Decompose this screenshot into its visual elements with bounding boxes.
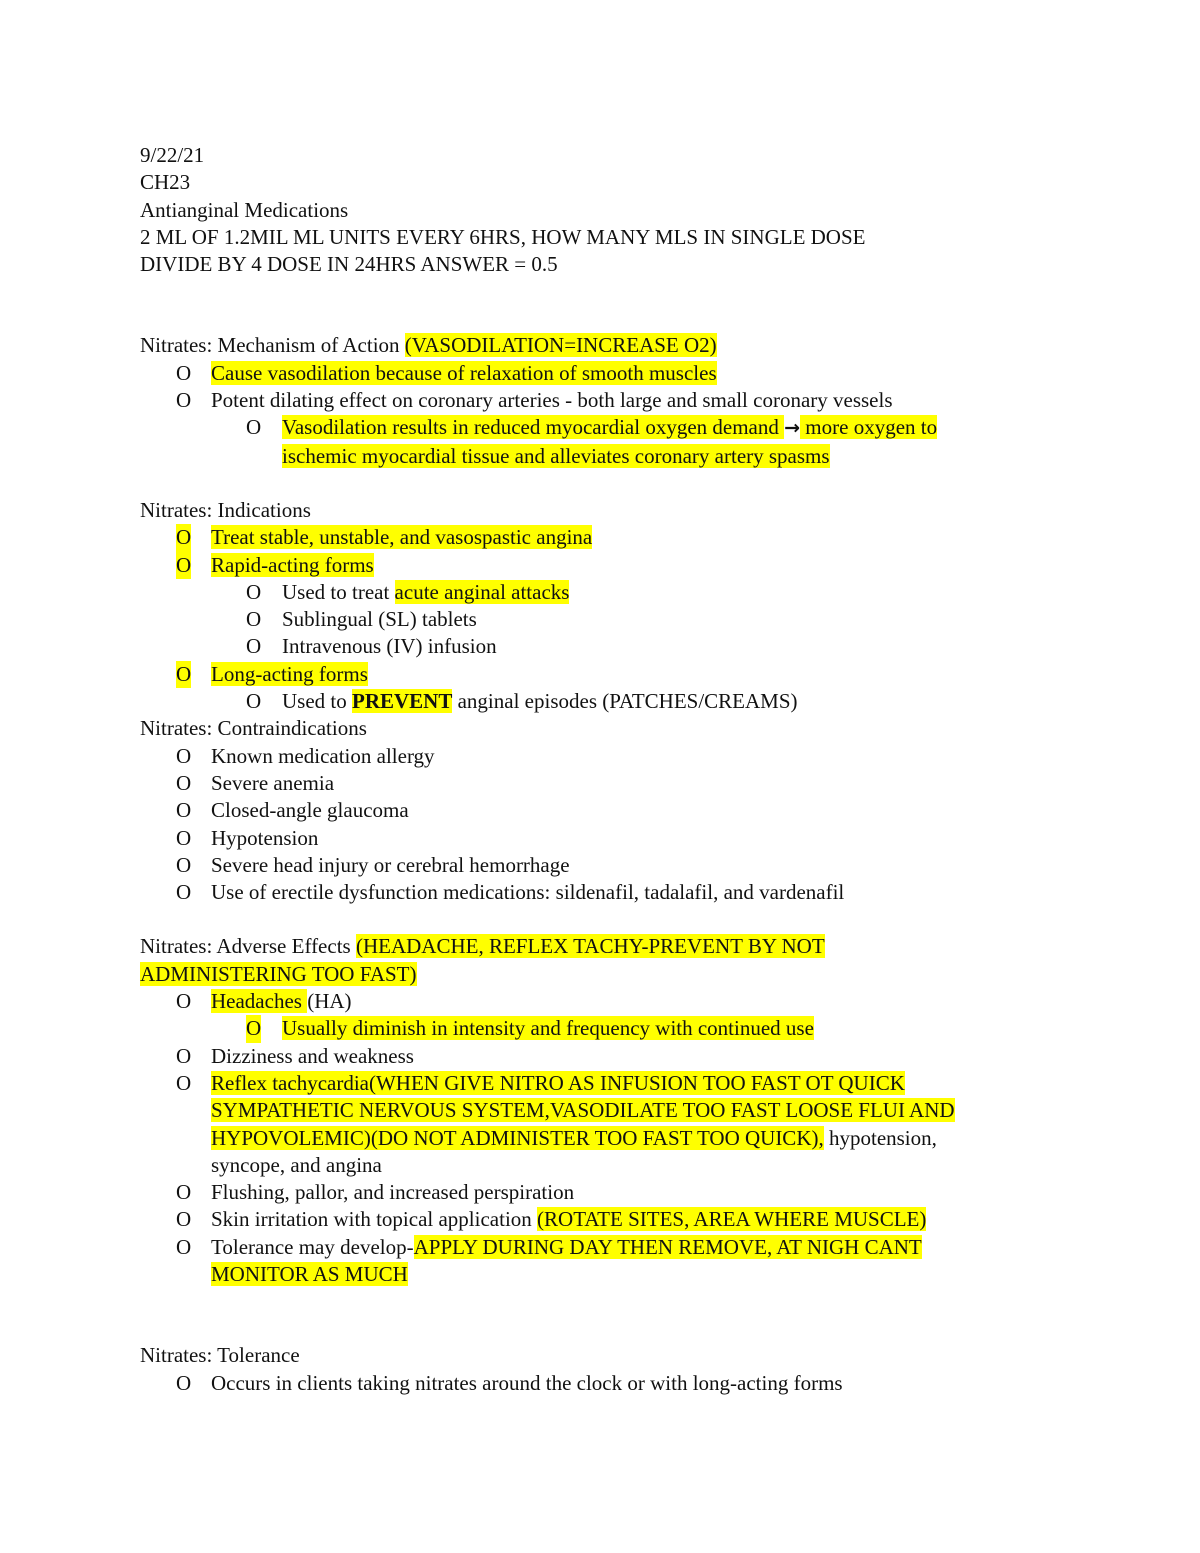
indications-heading: Nitrates: Indications xyxy=(140,497,311,522)
bullet-icon: O xyxy=(176,798,192,823)
bullet-icon: O xyxy=(176,989,192,1014)
list-item: O Potent dilating effect on coronary arteries - both large and small coronary vessels xyxy=(140,387,1060,414)
list-item: O Flushing, pallor, and increased perspiration xyxy=(140,1179,1060,1206)
list-item: O Dizziness and weakness xyxy=(140,1043,1060,1070)
bullet-icon: O xyxy=(176,1234,192,1259)
bullet-icon: O xyxy=(176,552,191,579)
list-item: O Use of erectile dysfunction medications: sildenafil, tadalafil, and vardenafil xyxy=(140,879,1060,906)
list-item: O Hypotension xyxy=(140,825,1060,852)
bullet-icon: O xyxy=(176,743,192,768)
list-item: O Cause vasodilation because of relaxation of smooth muscles xyxy=(140,360,1060,387)
bullet-icon: O xyxy=(176,1070,192,1095)
bullet-icon: O xyxy=(246,607,262,632)
bullet-icon: O xyxy=(176,1180,192,1205)
document-page xyxy=(140,142,1060,1397)
list-item: O Sublingual (SL) tablets xyxy=(140,606,1060,633)
bullet-icon: O xyxy=(246,1015,261,1042)
bullet-icon: O xyxy=(176,770,192,795)
bullet-icon: O xyxy=(246,579,262,604)
list-item: O Known medication allergy xyxy=(140,743,1060,770)
calculation-question: 2 ML OF 1.2MIL ML UNITS EVERY 6HRS, HOW MANY MLS IN SINGLE DOSE xyxy=(140,224,866,249)
bullet-icon: O xyxy=(246,634,262,659)
bullet-icon: O xyxy=(176,360,192,385)
list-item: O Occurs in clients taking nitrates around the clock or with long-acting forms xyxy=(140,1370,1060,1397)
list-item: O Closed-angle glaucoma xyxy=(140,797,1060,824)
list-item: O Severe anemia xyxy=(140,770,1060,797)
list-item: O Severe head injury or cerebral hemorrhage xyxy=(140,852,1060,879)
bullet-icon: O xyxy=(246,689,262,714)
contraindications-heading: Nitrates: Contraindications xyxy=(140,716,367,741)
bullet-icon: O xyxy=(176,852,192,877)
document-title: Antianginal Medications xyxy=(140,197,349,222)
bullet-icon: O xyxy=(176,880,192,905)
list-item: O Headaches (HA) xyxy=(140,988,1060,1015)
chapter-line: CH23 xyxy=(140,170,191,195)
date-line: 9/22/21 xyxy=(140,143,205,167)
bullet-icon: O xyxy=(176,1043,192,1068)
calculation-answer: DIVIDE BY 4 DOSE IN 24HRS ANSWER = 0.5 xyxy=(140,252,558,277)
list-item: O Skin irritation with topical application (ROTATE SITES, AREA WHERE MUSCLE) xyxy=(140,1206,1060,1233)
moa-heading: Nitrates: Mechanism of Action (VASODILATION=INCREASE O2) xyxy=(140,333,717,358)
list-item: O Treat stable, unstable, and vasospastic angina xyxy=(140,524,1060,551)
list-item: O Used to treat acute anginal attacks xyxy=(140,579,1060,606)
bullet-icon: O xyxy=(176,1370,192,1395)
list-item: O Usually diminish in intensity and frequency with continued use xyxy=(140,1015,1060,1042)
adverse-effects-heading: Nitrates: Adverse Effects (HEADACHE, REFLEX TACHY-PREVENT BY NOT xyxy=(140,934,825,959)
moa-heading-highlight: (VASODILATION=INCREASE O2) xyxy=(404,333,717,358)
bullet-icon: O xyxy=(176,1207,192,1232)
list-item: O Tolerance may develop-APPLY DURING DAY THEN REMOVE, AT NIGH CANT MONITOR AS MUCH xyxy=(176,1234,922,1286)
bullet-icon: O xyxy=(176,524,191,551)
list-item: O Used to PREVENT anginal episodes (PATCHES/CREAMS) xyxy=(140,688,1060,715)
bullet-icon: O xyxy=(176,825,192,850)
list-item: O Rapid-acting forms xyxy=(140,552,1060,579)
bullet-icon: O xyxy=(176,661,191,688)
tolerance-heading: Nitrates: Tolerance xyxy=(140,1343,300,1368)
bullet-icon: O xyxy=(246,415,262,440)
right-arrow-icon: → xyxy=(784,417,801,440)
list-item: O Intravenous (IV) infusion xyxy=(140,633,1060,660)
list-item: O Long-acting forms xyxy=(140,661,1060,688)
list-item: O Vasodilation results in reduced myocardial oxygen demand → more oxygen to ischemic myocardial tissue and alleviates coronary artery spasms xyxy=(246,415,938,468)
adverse-effects-heading-cont: ADMINISTERING TOO FAST) xyxy=(140,961,417,986)
list-item: O Reflex tachycardia(WHEN GIVE NITRO AS INFUSION TOO FAST OT QUICK SYMPATHETIC NERVOUS SYSTEM,VASODILATE TOO FAST LOOSE FLUI AND HYPOVOLEMIC)(DO NOT ADMINISTER TOO FAST TOO QUICK), hypotension, syncope, and angina xyxy=(176,1070,955,1177)
bullet-icon: O xyxy=(176,388,192,413)
